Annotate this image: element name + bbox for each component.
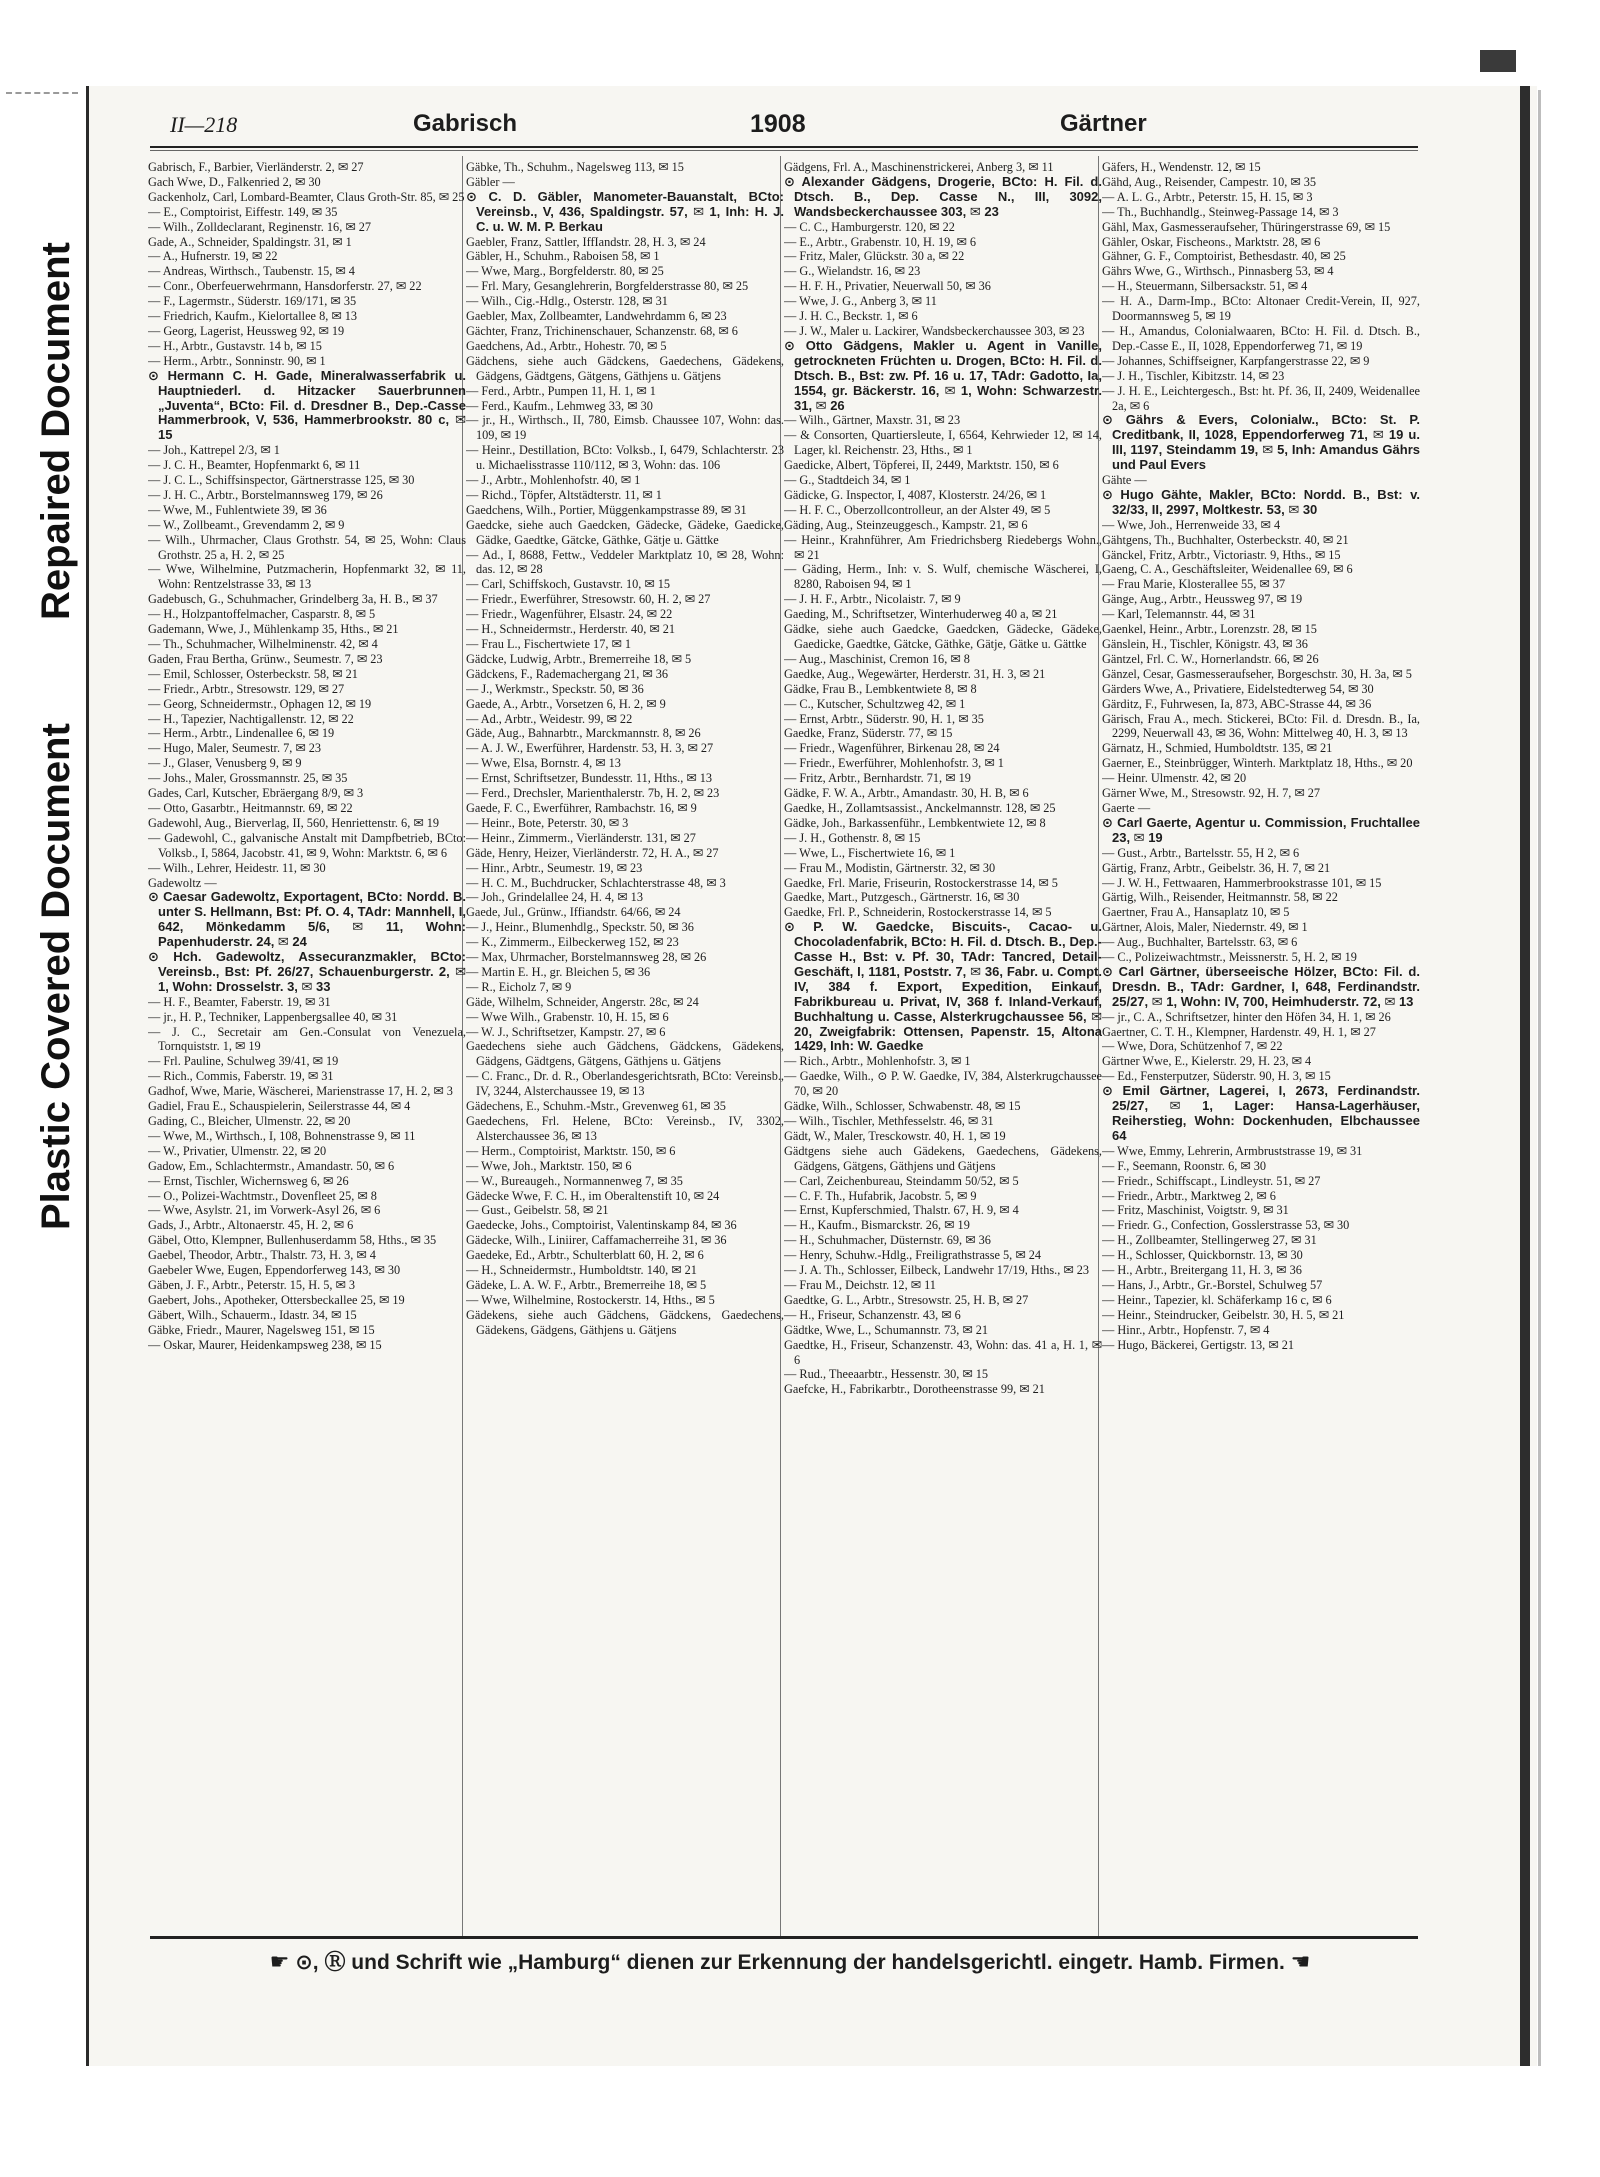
directory-entry: — C., Kutscher, Schultzweg 42, ✉ 1 xyxy=(784,696,966,711)
directory-entry: — Wwe, Elsa, Bornstr. 4, ✉ 13 xyxy=(466,756,621,771)
directory-entry: Gäbke, Th., Schuhm., Nagelsweg 113, ✉ 15 xyxy=(466,160,684,174)
header-last-name: Gärtner xyxy=(1060,110,1147,137)
directory-entry: — Wwe, J. G., Anberg 3, ✉ 11 xyxy=(784,294,937,309)
directory-entry: Gädecke Wwe, F. C. H., im Oberaltenstift 10, ✉ 24 xyxy=(466,1188,720,1203)
directory-entry: Gädke, Frau B., Lembkentwiete 8, ✉ 8 xyxy=(784,681,977,696)
directory-entry: Gänge, Aug., Arbtr., Heussweg 97, ✉ 19 xyxy=(1102,592,1303,607)
directory-entry: Gaerte — xyxy=(1102,800,1151,815)
directory-entry: — Wilh., Uhrmacher, Claus Grothstr. 54, ✉ 25, Wohn: Claus Grothstr. 25 a, H. 2, ✉ 25 xyxy=(148,532,466,562)
directory-entry: — Friedr., Wagenführer, Birkenau 28, ✉ 24 xyxy=(784,741,1000,756)
directory-entry: — & Consorten, Quartiersleute, I, 6564, Kehrwieder 12, ✉ 14, Lager, kl. Reichenstr. 23, Hths., ✉ 1 xyxy=(784,428,1102,458)
scan-dashed-line xyxy=(6,92,78,94)
footer-rule xyxy=(150,1936,1418,1939)
directory-entry: Gäfers, H., Wendenstr. 12, ✉ 15 xyxy=(1102,160,1261,174)
directory-entry: — Wwe, Joh., Marktstr. 150, ✉ 6 xyxy=(466,1158,632,1173)
directory-entry: Gaebler, Max, Zollbeamter, Landwehrdamm 6, ✉ 23 xyxy=(466,309,727,324)
directory-entry: Gänckel, Fritz, Arbtr., Victoriastr. 9, Hths., ✉ 15 xyxy=(1102,547,1341,562)
directory-entry: Gaedke, Frl. P., Schneiderin, Rostockerstrasse 14, ✉ 5 xyxy=(784,905,1052,920)
directory-entry: — H., Tapezier, Nachtigallenstr. 12, ✉ 22 xyxy=(148,711,354,726)
directory-entry: — jr., C. A., Schriftsetzer, hinter den Höfen 34, H. 1, ✉ 26 xyxy=(1102,1009,1391,1024)
directory-entry: — Wilh., Zolldeclarant, Reginenstr. 16, ✉ 27 xyxy=(148,219,372,234)
directory-entry: Gädke, Joh., Barkassenführ., Lembkentwiete 12, ✉ 8 xyxy=(784,815,1046,830)
directory-entry: — Wwe, Wilhelmine, Rostockerstr. 14, Hths., ✉ 5 xyxy=(466,1292,715,1307)
scan-border-bottom xyxy=(86,2066,1546,2177)
directory-entry: — J., Arbtr., Mohlenhofstr. 40, ✉ 1 xyxy=(466,473,641,488)
directory-entry: ⊙ Emil Gärtner, Lagerei, I, 2673, Ferdinandstr. 25/27, ✉ 1, Lager: Hansa-Lagerhäuser, Reiherstieg, Wohn: Dockenhuden, Elbchaussee 64 xyxy=(1102,1083,1420,1143)
directory-entry: — Wwe, L., Fischertwiete 16, ✉ 1 xyxy=(784,845,956,860)
directory-entry: — Friedr., Schiffscapt., Lindleystr. 51, ✉ 27 xyxy=(1102,1173,1321,1188)
directory-entry: Gädckens, F., Rademachergang 21, ✉ 36 xyxy=(466,666,669,681)
scan-edge-mark xyxy=(1480,50,1516,72)
directory-entry: Gaedcke, siehe auch Gaedcken, Gädecke, Gädeke, Gaedicke, Gädke, Gaedtke, Gätcke, Gäthke, Gätje u. Gättke xyxy=(466,517,784,547)
directory-entry: — Georg, Schneidermstr., Ophagen 12, ✉ 19 xyxy=(148,696,372,711)
directory-entry: — Frl. Pauline, Schulweg 39/41, ✉ 19 xyxy=(148,1054,339,1069)
directory-entry: — Hans, J., Arbtr., Gr.-Borstel, Schulweg 57 xyxy=(1102,1277,1323,1292)
directory-entry: — jr., H., Wirthsch., II, 780, Eimsb. Chaussee 107, Wohn: das. 109, ✉ 19 xyxy=(466,413,784,443)
directory-entry: — Hinr., Arbtr., Hopfenstr. 7, ✉ 4 xyxy=(1102,1322,1270,1337)
page-number: II—218 xyxy=(170,112,238,137)
directory-entry: — Henry, Schuhw.-Hdlg., Freiligrathstrasse 5, ✉ 24 xyxy=(784,1248,1041,1263)
directory-entry: — H. C. M., Buchdrucker, Schlachterstrasse 48, ✉ 3 xyxy=(466,875,726,890)
directory-entry: — Emil, Schlosser, Osterbeckstr. 58, ✉ 21 xyxy=(148,666,358,681)
directory-entry: Gäbler, H., Schuhm., Raboisen 58, ✉ 1 xyxy=(466,249,660,264)
directory-entry: Gäbel, Otto, Klempner, Bullenhuserdamm 58, Hths., ✉ 35 xyxy=(148,1233,437,1248)
directory-entry: — Th., Buchhandlg., Steinweg-Passage 14, ✉ 3 xyxy=(1102,204,1339,219)
directory-entry: Gädtgens siehe auch Gädekens, Gaedechens, Gädekens, Gädgens, Gätgens, Gäthjens und Gätjens xyxy=(784,1143,1102,1173)
page-footer xyxy=(165,1946,1415,1976)
directory-entry: Gaedtke, H., Friseur, Schanzenstr. 43, Wohn: das. 41 a, H. 1, ✉ 6 xyxy=(784,1337,1102,1367)
directory-entry: — Wilh., Gärtner, Maxstr. 31, ✉ 23 xyxy=(784,413,961,428)
directory-entry: Gärtner, Alois, Maler, Niedernstr. 49, ✉ 1 xyxy=(1102,920,1308,935)
directory-entry: — A. L. G., Arbtr., Peterstr. 15, H. 15, ✉ 3 xyxy=(1102,189,1313,204)
directory-entry: Gaeng, C. A., Geschäftsleiter, Weidenallee 69, ✉ 6 xyxy=(1102,562,1353,577)
directory-entry: ⊙ Hugo Gähte, Makler, BCto: Nordd. B., Bst: v. 32/33, II, 2997, Moltkestr. 53, ✉ 30 xyxy=(1102,486,1420,517)
directory-entry: — E., Comptoirist, Eiffestr. 149, ✉ 35 xyxy=(148,204,338,219)
directory-entry: — Ernst, Arbtr., Süderstr. 90, H. 1, ✉ 35 xyxy=(784,711,984,726)
directory-entry: — O., Polizei-Wachtmstr., Dovenfleet 25, ✉ 8 xyxy=(148,1188,377,1203)
directory-entry: — Ferd., Arbtr., Pumpen 11, H. 1, ✉ 1 xyxy=(466,383,656,398)
directory-entry: Gähler, Oskar, Fischeons., Marktstr. 28, ✉ 6 xyxy=(1102,234,1321,249)
directory-entry: Gaerner, E., Steinbrügger, Winterh. Marktplatz 18, Hths., ✉ 20 xyxy=(1102,756,1413,771)
directory-entry: — H., Kaufm., Bismarckstr. 26, ✉ 19 xyxy=(784,1218,970,1233)
directory-entry: — F., Lagermstr., Süderstr. 169/171, ✉ 35 xyxy=(148,294,357,309)
directory-entry: Gaedke, Aug., Wegewärter, Herderstr. 31, H. 3, ✉ 21 xyxy=(784,666,1046,681)
directory-entry: — Herm., Arbtr., Lindenallee 6, ✉ 19 xyxy=(148,726,335,741)
header-rule-thin xyxy=(150,150,1418,151)
directory-entry: Gäbler — xyxy=(466,174,515,189)
directory-entry: — W., Bureaugeh., Normannenweg 7, ✉ 35 xyxy=(466,1173,683,1188)
directory-entry: Gadewohl, Aug., Bierverlag, II, 560, Henriettenstr. 6, ✉ 19 xyxy=(148,815,440,830)
directory-entry: — A., Hufnerstr. 19, ✉ 22 xyxy=(148,249,278,264)
directory-entry: — G., Wielandstr. 16, ✉ 23 xyxy=(784,264,921,279)
directory-entry: — Fritz, Maler, Glückstr. 30 a, ✉ 22 xyxy=(784,249,965,264)
directory-entry: Gädtke, Wwe, L., Schumannstr. 73, ✉ 21 xyxy=(784,1322,989,1337)
directory-entry: — H., Friseur, Schanzenstr. 43, ✉ 6 xyxy=(784,1307,961,1322)
directory-entry: Gaede, Jul., Grünw., Iffiandstr. 64/66, ✉ 24 xyxy=(466,905,681,920)
directory-entry: Gaertner, C. T. H., Klempner, Hardenstr. 49, H. 1, ✉ 27 xyxy=(1102,1024,1376,1039)
directory-entry: — Ad., Arbtr., Weidestr. 99, ✉ 22 xyxy=(466,711,633,726)
directory-entry: ⊙ Gährs & Evers, Colonialw., BCto: St. P. Creditbank, II, 1028, Eppendorferweg 71, ✉ 19 u. III, 1197, Steindamm 19, ✉ 5, Inh: Amandus Gährs und Paul Evers xyxy=(1102,412,1420,473)
directory-entry: Gähner, G. F., Comptoirist, Bethesdastr. 40, ✉ 25 xyxy=(1102,249,1346,264)
directory-entry: — J., Glaser, Venusberg 9, ✉ 9 xyxy=(148,756,302,771)
page-binding-edge xyxy=(1520,86,1530,2076)
directory-entry: — Th., Schuhmacher, Wilhelminenstr. 42, ✉ 4 xyxy=(148,637,378,651)
directory-entry: — Heinr., Steindrucker, Geibelstr. 30, H. 5, ✉ 21 xyxy=(1102,1307,1345,1322)
directory-entry: Gadewoltz — xyxy=(148,875,217,890)
directory-entry: — J. H. E., Leichtergesch., Bst: ht. Pf. 36, II, 2409, Weidenallee 2a, ✉ 6 xyxy=(1102,383,1420,413)
directory-entry: — Karl, Telemannstr. 44, ✉ 31 xyxy=(1102,607,1256,622)
directory-entry: Gaedchens, Ad., Arbtr., Hohestr. 70, ✉ 5 xyxy=(466,338,667,353)
footer-note: ⊙, Ⓡ und Schrift wie „Hamburg“ dienen zur Erkennung der handelsgerichtl. eingetr. Hamb. Firmen. xyxy=(295,1951,1285,1974)
directory-entry: Gaedeke, Ed., Arbtr., Schulterblatt 60, H. 2, ✉ 6 xyxy=(466,1248,704,1263)
directory-entry: Gaedke, Mart., Putzgesch., Gärtnerstr. 16, ✉ 30 xyxy=(784,890,1020,905)
directory-entry: Gaedke, H., Zollamtsassist., Anckelmannstr. 128, ✉ 25 xyxy=(784,800,1056,815)
directory-entry: Gaertner, Frau A., Hansaplatz 10, ✉ 5 xyxy=(1102,905,1290,920)
directory-entry: Gademann, Wwe, J., Mühlenkamp 35, Hths., ✉ 21 xyxy=(148,622,399,637)
directory-entry: Gäbert, Wilh., Schauerm., Idastr. 34, ✉ 15 xyxy=(148,1307,357,1322)
directory-entry: — Herm., Arbtr., Sonninstr. 90, ✉ 1 xyxy=(148,353,326,368)
directory-entry: — H. A., Darm-Imp., BCto: Altonaer Credit-Verein, II, 927, Doormannsweg 5, ✉ 19 xyxy=(1102,294,1420,324)
directory-entry: — J. H., Tischler, Kibitzstr. 14, ✉ 23 xyxy=(1102,368,1285,383)
directory-entry: Gäben, J. F., Arbtr., Peterstr. 15, H. 5, ✉ 3 xyxy=(148,1277,356,1292)
directory-entry: Gähd, Aug., Reisender, Campestr. 10, ✉ 35 xyxy=(1102,174,1317,189)
directory-entry: — Otto, Gasarbtr., Heitmannstr. 69, ✉ 22 xyxy=(148,800,353,815)
directory-entry: — W. J., Schriftsetzer, Kampstr. 27, ✉ 6 xyxy=(466,1024,666,1039)
directory-entry: Gaedecke, Johs., Comptoirist, Valentinskamp 84, ✉ 36 xyxy=(466,1218,737,1233)
directory-entry: — Ferd., Kaufm., Lehmweg 33, ✉ 30 xyxy=(466,398,653,413)
directory-entry: Gaden, Frau Bertha, Grünw., Seumestr. 7, ✉ 23 xyxy=(148,651,383,666)
directory-entry: Gädeke, L. A. W. F., Arbtr., Bremerreihe 18, ✉ 5 xyxy=(466,1277,707,1292)
pointing-hand-icon: ☛ xyxy=(269,1949,290,1974)
directory-entry: — W., Privatier, Ulmenstr. 22, ✉ 20 xyxy=(148,1143,327,1158)
directory-entry: Gaeding, M., Schriftsetzer, Winterhuderweg 40 a, ✉ 21 xyxy=(784,607,1058,622)
directory-entry: — Richd., Töpfer, Altstädterstr. 11, ✉ 1 xyxy=(466,487,662,502)
directory-entry: ⊙ P. W. Gaedcke, Biscuits-, Cacao- u. Chocoladenfabrik, BCto: H. Fil. d. Dtsch. B., Dep.-Casse H., Bst: v. Pf. 30, TAdr: Tancred, Detail-Geschäft, I, 1181, Poststr. 7, ✉ 36, Fabr. u. Compt. IV, 384 f. Export, Expedition, Einkauf, Fabrikbureau u. Privat, IV, 368 f. Inland-Verkauf, Buchhaltung u. Casse, Alsterkrugchaussee 56, ✉ 20, Zweigfabrik: Ottensen, Papenstr. 15, Altona 1429, Inh: W. Gaedke xyxy=(784,919,1102,1054)
directory-entry: — J. C., Secretair am Gen.-Consulat von Venezuela, Tornquiststr. 1, ✉ 19 xyxy=(148,1024,466,1054)
directory-entry: — H., Arbtr., Gustavstr. 14 b, ✉ 15 xyxy=(148,338,322,353)
directory-entry: — jr., H. P., Techniker, Lappenbergsallee 40, ✉ 31 xyxy=(148,1009,398,1024)
directory-entry: — J. W. H., Fettwaaren, Hammerbrookstrasse 101, ✉ 15 xyxy=(1102,875,1382,890)
directory-entry: Gärtner Wwe, E., Kielerstr. 29, H. 23, ✉ 4 xyxy=(1102,1054,1312,1069)
directory-entry: — C., Polizeiwachtmstr., Meissnerstr. 5, H. 2, ✉ 19 xyxy=(1102,950,1357,965)
repaired-document-label: Repaired Document xyxy=(34,242,78,620)
directory-entry: — H. F. C., Oberzollcontrolleur, an der Alster 49, ✉ 5 xyxy=(784,502,1051,517)
directory-entry: ⊙ C. D. Gäbler, Manometer-Bauanstalt, BCto: Vereinsb., V, 436, Spaldingstr. 57, ✉ 1, Inh: H. J. C. u. W. M. P. Berkau xyxy=(466,188,784,234)
directory-entry: Gärtig, Wilh., Reisender, Heitmannstr. 58, ✉ 22 xyxy=(1102,890,1338,905)
directory-entry: — H., Schneidermstr., Herderstr. 40, ✉ 21 xyxy=(466,622,676,637)
directory-entry: ⊙ Alexander Gädgens, Drogerie, BCto: H. Fil. d. Dtsch. B., Dep. Casse N., III, 3092, Wandsbeckerchaussee 303, ✉ 23 xyxy=(784,173,1102,219)
directory-entry: — Ad., I, 8688, Fettw., Veddeler Marktplatz 10, ✉ 28, Wohn: das. 12, ✉ 28 xyxy=(466,547,784,577)
directory-entry: — Ernst, Schriftsetzer, Bundesstr. 11, Hths., ✉ 13 xyxy=(466,771,713,786)
directory-entry: — Friedrich, Kaufm., Kielortallee 8, ✉ 13 xyxy=(148,309,358,324)
pointing-hand-icon: ☚ xyxy=(1290,1949,1311,1974)
directory-entry: Gaebeler Wwe, Eugen, Eppendorferweg 143, ✉ 30 xyxy=(148,1263,401,1278)
directory-entry: — G., Stadtdeich 34, ✉ 1 xyxy=(784,473,911,488)
directory-entry: Gading, C., Bleicher, Ulmenstr. 22, ✉ 20 xyxy=(148,1114,351,1128)
directory-entry: — Wwe, Dora, Schützenhof 7, ✉ 22 xyxy=(1102,1039,1283,1054)
directory-entry: Gäde, Henry, Heizer, Vierländerstr. 72, H. A., ✉ 27 xyxy=(466,845,719,860)
directory-entry: — C. Franc., Dr. d. R., Oberlandesgerichtsrath, BCto: Vereinsb., IV, 3244, Alsterchaussee 19, ✉ 13 xyxy=(466,1069,784,1099)
header-year: 1908 xyxy=(750,110,806,138)
directory-entry: — J., Werkmstr., Speckstr. 50, ✉ 36 xyxy=(466,681,644,696)
directory-entry: — Friedr., Ewerführer, Stresowstr. 60, H. 2, ✉ 27 xyxy=(466,592,711,607)
directory-entry: Gädicke, G. Inspector, I, 4087, Klosterstr. 24/26, ✉ 1 xyxy=(784,487,1047,502)
directory-entry: ⊙ Hermann C. H. Gade, Mineralwasserfabrik u. Hauptniederl. d. Hitzacker Sauerbrunnen „Juventa“, BCto: Fil. d. Dresdner B., Dep.-Casse Hammerbrook, V, 536, Hammerbrookstr. 80 c, ✉ 15 xyxy=(148,367,466,443)
directory-entry: — Joh., Kattrepel 2/3, ✉ 1 xyxy=(148,443,280,458)
directory-entry: Gaede, A., Arbtr., Vorsetzen 6, H. 2, ✉ 9 xyxy=(466,696,666,711)
directory-entry: Gadebusch, G., Schuhmacher, Grindelberg 3a, H. B., ✉ 37 xyxy=(148,592,438,607)
directory-entry: — Gust., Geibelstr. 58, ✉ 21 xyxy=(466,1203,609,1218)
directory-entry: Gärnatz, H., Schmied, Humboldtstr. 135, ✉ 21 xyxy=(1102,741,1333,756)
directory-entry: Gaedicke, Albert, Töpferei, II, 2449, Marktstr. 150, ✉ 6 xyxy=(784,458,1059,473)
directory-entry: — Heinr., Zimmerm., Vierländerstr. 131, ✉ 27 xyxy=(466,830,696,845)
directory-entry: Gaenkel, Heinr., Arbtr., Lorenzstr. 28, ✉ 15 xyxy=(1102,622,1317,637)
directory-entry: — Gäding, Herm., Inh: v. S. Wulf, chemische Wäscherei, I, 8280, Raboisen 94, ✉ 1 xyxy=(784,562,1102,592)
directory-entry: — Max, Uhrmacher, Borstelmannsweg 28, ✉ 26 xyxy=(466,950,707,965)
directory-entry: Gadhof, Wwe, Marie, Wäscherei, Marienstrasse 17, H. 2, ✉ 3 xyxy=(148,1084,453,1099)
directory-entry: — Frau M., Deichstr. 12, ✉ 11 xyxy=(784,1277,936,1292)
directory-entry: — Wwe, Wilhelmine, Putzmacherin, Hopfenmarkt 32, ✉ 11, Wohn: Rentzelstrasse 33, ✉ 13 xyxy=(148,562,466,592)
directory-entry: — J. H. F., Arbtr., Nicolaistr. 7, ✉ 9 xyxy=(784,592,961,607)
directory-entry: — Rud., Theeaarbtr., Hessenstr. 30, ✉ 15 xyxy=(784,1367,989,1382)
directory-entry: — F., Seemann, Roonstr. 6, ✉ 30 xyxy=(1102,1158,1267,1173)
directory-entry: — Gadewohl, C., galvanische Anstalt mit Dampfbetrieb, BCto: Volksb., I, 5864, Jacobstr. 41, ✉ 9, Wohn: Marktstr. 6, ✉ 6 xyxy=(148,830,466,860)
directory-entry: Gaedke, Franz, Süderstr. 77, ✉ 15 xyxy=(784,726,953,741)
directory-entry: — K., Zimmerm., Eilbeckerweg 152, ✉ 23 xyxy=(466,935,679,950)
directory-entry: Gaedtke, G. L., Arbtr., Stresowstr. 25, H. B, ✉ 27 xyxy=(784,1292,1029,1307)
directory-entry: — C. C., Hamburgerstr. 120, ✉ 22 xyxy=(784,219,955,234)
directory-entry: Gänzel, Cesar, Gasmesseraufseher, Borgeschstr. 30, H. 3a, ✉ 5 xyxy=(1102,666,1412,681)
directory-entry: Gährs Wwe, G., Wirthsch., Pinnasberg 53, ✉ 4 xyxy=(1102,264,1334,279)
directory-entry: Gabrisch, F., Barbier, Vierländerstr. 2, ✉ 27 xyxy=(148,160,364,174)
directory-entry: — Friedr. G., Confection, Gosslerstrasse 53, ✉ 30 xyxy=(1102,1218,1350,1233)
directory-entry: — H., Zollbeamter, Stellingerweg 27, ✉ 31 xyxy=(1102,1233,1317,1248)
directory-entry: Gädechens, E., Schuhm.-Mstr., Grevenweg 61, ✉ 35 xyxy=(466,1099,726,1114)
directory-entry: — Wilh., Cig.-Hdlg., Osterstr. 128, ✉ 31 xyxy=(466,294,668,309)
directory-entry: — Frau L., Fischertwiete 17, ✉ 1 xyxy=(466,637,632,651)
directory-entry: — Johannes, Schiffseigner, Karpfangerstrasse 22, ✉ 9 xyxy=(1102,353,1370,368)
directory-entry: — J. C. L., Schiffsinspector, Gärtnerstrasse 125, ✉ 30 xyxy=(148,473,415,488)
directory-column-3 xyxy=(784,160,1102,1930)
directory-entry: Gades, Carl, Kutscher, Ebräergang 8/9, ✉ 3 xyxy=(148,786,364,801)
directory-entry: Gäntzel, Frl. C. W., Hornerlandstr. 66, ✉ 26 xyxy=(1102,651,1319,666)
directory-entry: — Aug., Buchhalter, Bartelsstr. 63, ✉ 6 xyxy=(1102,935,1298,950)
directory-entry: — Gust., Arbtr., Bartelsstr. 55, H 2, ✉ 6 xyxy=(1102,845,1300,860)
directory-entry: — J. A. Th., Schlosser, Eilbeck, Landwehr 17/19, Hths., ✉ 23 xyxy=(784,1263,1090,1278)
directory-entry: — H., Schneidermstr., Humboldtstr. 140, ✉ 21 xyxy=(466,1263,697,1278)
directory-entry: Gackenholz, Carl, Lombard-Beamter, Claus Groth-Str. 85, ✉ 25 xyxy=(148,189,465,204)
directory-entry: — Heinr., Bote, Peterstr. 30, ✉ 3 xyxy=(466,815,629,830)
directory-entry: — Friedr., Arbtr., Stresowstr. 129, ✉ 27 xyxy=(148,681,345,696)
directory-entry: Gadow, Em., Schlachtermstr., Amandastr. 50, ✉ 6 xyxy=(148,1158,395,1173)
directory-entry: — Frl. Mary, Gesanglehrerin, Borgfelderstrasse 80, ✉ 25 xyxy=(466,279,749,294)
directory-entry: Gaedke, Frl. Marie, Friseurin, Rostockerstrasse 14, ✉ 5 xyxy=(784,875,1058,890)
page-edge-line xyxy=(1538,90,1541,2070)
page-header xyxy=(170,112,1420,142)
directory-entry: — H., Holzpantoffelmacher, Casparstr. 8, ✉ 5 xyxy=(148,607,376,622)
directory-entry: — Rich., Arbtr., Mohlenhofstr. 3, ✉ 1 xyxy=(784,1054,971,1069)
directory-entry: — Oskar, Maurer, Heidenkampsweg 238, ✉ 15 xyxy=(148,1337,382,1352)
directory-entry: Gähtgens, Th., Buchhalter, Osterbeckstr. 40, ✉ 21 xyxy=(1102,532,1349,547)
directory-entry: Gaedechens siehe auch Gädchens, Gädckens, Gädekens, Gädgens, Gädtgens, Gätgens, Gäthjens u. Gätjens xyxy=(466,1039,784,1069)
scan-border-top xyxy=(0,0,1600,46)
directory-entry: — Martin E. H., gr. Bleichen 5, ✉ 36 xyxy=(466,964,651,979)
directory-entry: — Herm., Comptoirist, Marktstr. 150, ✉ 6 xyxy=(466,1143,676,1158)
directory-entry: — Friedr., Arbtr., Marktweg 2, ✉ 6 xyxy=(1102,1188,1276,1203)
directory-entry: Gädke, Wilh., Schlosser, Schwabenstr. 48, ✉ 15 xyxy=(784,1099,1021,1114)
directory-entry: Gaebler, Franz, Sattler, IffIandstr. 28, H. 3, ✉ 24 xyxy=(466,234,706,249)
directory-entry: Gähl, Max, Gasmesseraufseher, Thüringerstrasse 69, ✉ 15 xyxy=(1102,219,1391,234)
directory-entry: Gädgens, Frl. A., Maschinenstrickerei, Anberg 3, ✉ 11 xyxy=(784,160,1054,174)
directory-entry: — Wwe, Emmy, Lehrerin, Armbruststrasse 19, ✉ 31 xyxy=(1102,1143,1363,1158)
directory-entry: — H., Schuhmacher, Düsternstr. 69, ✉ 36 xyxy=(784,1233,991,1248)
directory-entry: Gärner Wwe, M., Stresowstr. 92, H. 7, ✉ 27 xyxy=(1102,786,1321,801)
directory-entry: — Wwe, M., Wirthsch., I, 108, Bohnenstrasse 9, ✉ 11 xyxy=(148,1128,416,1143)
directory-entry: — J. H., Gothenstr. 8, ✉ 15 xyxy=(784,830,921,845)
directory-entry: — H., Arbtr., Breitergang 11, H. 3, ✉ 36 xyxy=(1102,1263,1302,1278)
directory-entry: Gäde, Wilhelm, Schneider, Angerstr. 28c, ✉ 24 xyxy=(466,994,699,1009)
directory-entry: — Ernst, Tischler, Wichernsweg 6, ✉ 26 xyxy=(148,1173,349,1188)
directory-entry: Gaebel, Theodor, Arbtr., Thalstr. 73, H. 3, ✉ 4 xyxy=(148,1248,376,1263)
directory-entry: ⊙ Otto Gädgens, Makler u. Agent in Vanille, getrockneten Früchten u. Drogen, BCto: H. Fil. d. Dtsch. B., Bst: zw. Pf. 16 u. 17, TAdr: Gadotto, Ia, 1554, gr. Bäckerstr. 16, ✉ 1, Wohn: Schwarzestr. 31, ✉ 26 xyxy=(784,337,1102,413)
directory-entry: — Frau Marie, Klosterallee 55, ✉ 37 xyxy=(1102,577,1286,592)
directory-entry: Gäbke, Friedr., Maurer, Nagelsweg 151, ✉ 15 xyxy=(148,1322,375,1337)
directory-entry: — Hugo, Bäckerei, Gertigstr. 13, ✉ 21 xyxy=(1102,1337,1294,1352)
directory-entry: — Heinr. Ulmenstr. 42, ✉ 20 xyxy=(1102,771,1247,786)
directory-entry: — R., Eicholz 7, ✉ 9 xyxy=(466,979,572,994)
directory-entry: — Wwe Wilh., Grabenstr. 10, H. 15, ✉ 6 xyxy=(466,1009,669,1024)
directory-entry: Gädcke, Ludwig, Arbtr., Bremerreihe 18, ✉ 5 xyxy=(466,651,692,666)
directory-entry: — Heinr., Krahnführer, Am Friedrichsberg Riedebergs Wohn., ✉ 21 xyxy=(784,532,1102,562)
directory-entry: — Georg, Lagerist, Heussweg 92, ✉ 19 xyxy=(148,323,345,338)
header-first-name: Gabrisch xyxy=(413,110,518,137)
directory-entry: — Andreas, Wirthsch., Taubenstr. 15, ✉ 4 xyxy=(148,264,355,279)
directory-entry: Gaede, F. C., Ewerführer, Rambachstr. 16, ✉ 9 xyxy=(466,800,697,815)
directory-entry: ⊙ Carl Gaerte, Agentur u. Commission, Fruchtallee 23, ✉ 19 xyxy=(1102,814,1420,845)
directory-entry: — Rich., Commis, Faberstr. 19, ✉ 31 xyxy=(148,1069,334,1084)
directory-entry: Gädekens, siehe auch Gädchens, Gädckens, Gaedechens, Gädekens, Gädgens, Gäthjens u. Gätjens xyxy=(466,1307,784,1337)
directory-entry: — H., Amandus, Colonialwaaren, BCto: H. Fil. d. Dtsch. B., Dep.-Casse E., II, 1028, Eppendorferweg 71, ✉ 19 xyxy=(1102,323,1420,353)
directory-entry: Gaedechens, Frl. Helene, BCto: Vereinsb., IV, 3302, Alsterchaussee 36, ✉ 13 xyxy=(466,1114,784,1143)
directory-entry: — Friedr., Wagenführer, Elsastr. 24, ✉ 22 xyxy=(466,607,673,622)
directory-entry: — H., Steuermann, Silbersackstr. 51, ✉ 4 xyxy=(1102,279,1308,294)
directory-entry: — Ernst, Kupferschmied, Thalstr. 67, H. 9, ✉ 4 xyxy=(784,1203,1019,1218)
directory-entry: Gaebert, Johs., Apotheker, Ottersbeckallee 25, ✉ 19 xyxy=(148,1292,405,1307)
directory-entry: Gade, A., Schneider, Spaldingstr. 31, ✉ 1 xyxy=(148,234,352,249)
directory-entry: — Joh., Grindelallee 24, H. 4, ✉ 13 xyxy=(466,890,643,905)
directory-entry: — Wwe, Marg., Borgfelderstr. 80, ✉ 25 xyxy=(466,264,664,279)
directory-entry: Gadiel, Frau E., Schauspielerin, Seilerstrasse 44, ✉ 4 xyxy=(148,1099,411,1114)
directory-entry: Gärtig, Franz, Arbtr., Geibelstr. 36, H. 7, ✉ 21 xyxy=(1102,860,1331,875)
directory-column-1 xyxy=(148,160,466,1930)
directory-entry: — H., Schlosser, Quickbornstr. 13, ✉ 30 xyxy=(1102,1248,1303,1263)
directory-entry: — Wilh., Lehrer, Heidestr. 11, ✉ 30 xyxy=(148,860,326,875)
directory-entry: — Heinr., Destillation, BCto: Volksb., I, 6479, Schlachterstr. 23 u. Michaelisstrasse 110/112, ✉ 3, Wohn: das. 106 xyxy=(466,443,784,473)
directory-entry: — Ed., Fensterputzer, Süderstr. 90, H. 3, ✉ 15 xyxy=(1102,1069,1331,1084)
directory-entry: — J. H. C., Arbtr., Borstelmannsweg 179, ✉ 26 xyxy=(148,487,383,502)
directory-entry: Gähte — xyxy=(1102,473,1147,488)
directory-entry: Gäding, Aug., Steinzeuggesch., Kampstr. 21, ✉ 6 xyxy=(784,517,1028,532)
directory-entry: — H. F. H., Privatier, Neuerwall 50, ✉ 36 xyxy=(784,279,991,294)
directory-entry: — Hinr., Arbtr., Seumestr. 19, ✉ 23 xyxy=(466,860,643,875)
directory-entry: — W., Zollbeamt., Grevendamm 2, ✉ 9 xyxy=(148,517,345,532)
directory-entry: — Wilh., Tischler, Methfesselstr. 46, ✉ 31 xyxy=(784,1114,994,1128)
directory-entry: — J. H. C., Beckstr. 1, ✉ 6 xyxy=(784,309,918,324)
directory-entry: — J. C. H., Beamter, Hopfenmarkt 6, ✉ 11 xyxy=(148,458,361,473)
directory-entry: — H. F., Beamter, Faberstr. 19, ✉ 31 xyxy=(148,994,331,1009)
directory-entry: — Ferd., Drechsler, Marienthalerstr. 7b, H. 2, ✉ 23 xyxy=(466,786,720,801)
directory-entry: Gädt, W., Maler, Tresckowstr. 40, H. 1, ✉ 19 xyxy=(784,1128,1006,1143)
plastic-covered-document-label: Plastic Covered Document xyxy=(34,723,78,1230)
directory-entry: — Wwe, Joh., Herrenweide 33, ✉ 4 xyxy=(1102,517,1281,532)
directory-entry: Gärders Wwe, A., Privatiere, Eidelstedterweg 54, ✉ 30 xyxy=(1102,681,1374,696)
directory-column-4 xyxy=(1102,160,1420,1930)
directory-entry: — J. W., Maler u. Lackirer, Wandsbeckerchaussee 303, ✉ 23 xyxy=(784,323,1085,338)
directory-entry: — Hugo, Maler, Seumestr. 7, ✉ 23 xyxy=(148,741,322,756)
directory-entry: — Johs., Maler, Grossmannstr. 25, ✉ 35 xyxy=(148,771,348,786)
directory-entry: — Fritz, Arbtr., Bernhardstr. 71, ✉ 19 xyxy=(784,771,971,786)
directory-entry: — Frau M., Modistin, Gärtnerstr. 32, ✉ 30 xyxy=(784,860,996,875)
directory-entry: — Wwe, M., Fuhlentwiete 39, ✉ 36 xyxy=(148,502,327,517)
directory-entry: Gaefcke, H., Fabrikarbtr., Dorotheenstrasse 99, ✉ 21 xyxy=(784,1382,1045,1397)
directory-entry: — Carl, Schiffskoch, Gustavstr. 10, ✉ 15 xyxy=(466,577,671,592)
directory-entry: — Fritz, Maschinist, Voigtstr. 9, ✉ 31 xyxy=(1102,1203,1289,1218)
header-rule xyxy=(150,146,1418,148)
directory-entry: Gads, J., Arbtr., Altonaerstr. 45, H. 2, ✉ 6 xyxy=(148,1218,354,1233)
directory-entry: — Conr., Oberfeuerwehrmann, Hansdorferstr. 27, ✉ 22 xyxy=(148,279,422,294)
directory-entry: Gänslein, H., Tischler, Königstr. 43, ✉ 36 xyxy=(1102,637,1308,651)
directory-entry: ⊙ Carl Gärtner, überseeische Hölzer, BCto: Fil. d. Dresdn. B., TAdr: Gardner, I, 648, Ferdinandstr. 25/27, ✉ 1, Wohn: IV, 700, Heimhuderstr. 72, ✉ 13 xyxy=(1102,963,1420,1009)
directory-entry: Gärisch, Frau A., mech. Stickerei, BCto: Fil. d. Dresdn. B., Ia, 2299, Neuerwall 43, ✉ 36, Wohn: Mittelweg 40, H. 3, ✉ 13 xyxy=(1102,711,1420,741)
directory-entry: Gärditz, F., Fuhrwesen, Ia, 873, ABC-Strasse 44, ✉ 36 xyxy=(1102,696,1372,711)
directory-entry: Gädke, F. W. A., Arbtr., Amandastr. 30, H. B, ✉ 6 xyxy=(784,786,1029,801)
directory-entry: — Wwe, Asylstr. 21, im Vorwerk-Asyl 26, ✉ 6 xyxy=(148,1203,381,1218)
directory-entry: — E., Arbtr., Grabenstr. 10, H. 19, ✉ 6 xyxy=(784,234,977,249)
directory-entry: — A. J. W., Ewerführer, Hardenstr. 53, H. 3, ✉ 27 xyxy=(466,741,714,756)
directory-entry: ⊙ Hch. Gadewoltz, Assecuranzmakler, BCto: Vereinsb., Bst: Pf. 26/27, Schauenburgerstr. 2, ✉ 1, Wohn: Drosselstr. 3, ✉ 33 xyxy=(148,949,466,994)
directory-entry: Gäde, Aug., Bahnarbtr., Marckmannstr. 8, ✉ 26 xyxy=(466,726,701,741)
directory-entry: Gädchens, siehe auch Gädckens, Gaedechens, Gädekens, Gädgens, Gädtgens, Gätgens, Gäthjens u. Gätjens xyxy=(466,353,784,383)
directory-entry: — Heinr., Tapezier, kl. Schäferkamp 16 c, ✉ 6 xyxy=(1102,1292,1332,1307)
directory-entry: — Gaedke, Wilh., ⊙ P. W. Gaedke, IV, 384, Alsterkrugchaussee 70, ✉ 20 xyxy=(784,1069,1102,1099)
directory-entry: — C. F. Th., Hufabrik, Jacobstr. 5, ✉ 9 xyxy=(784,1188,977,1203)
directory-entry: — Carl, Zeichenbureau, Steindamm 50/52, ✉ 5 xyxy=(784,1173,1019,1188)
directory-entry: — Aug., Maschinist, Cremon 16, ✉ 8 xyxy=(784,651,970,666)
directory-entry: Gach Wwe, D., Falkenried 2, ✉ 30 xyxy=(148,174,321,189)
directory-entry: ⊙ Caesar Gadewoltz, Exportagent, BCto: Nordd. B. unter S. Hellmann, Bst: Pf. O. 4, TAdr: Mannhell, I, 642, Mönkedamm 5/6, ✉ 11, Wohn: Papenhuderstr. 24, ✉ 24 xyxy=(148,889,466,950)
directory-entry: Gaedchens, Wilh., Portier, Müggenkampstrasse 89, ✉ 31 xyxy=(466,502,747,517)
directory-entry: — J., Heinr., Blumenhdlg., Speckstr. 50, ✉ 36 xyxy=(466,920,694,935)
directory-entry: Gädecke, Wilh., Liniirer, Caffamacherreihe 31, ✉ 36 xyxy=(466,1233,727,1248)
directory-entry: — Friedr., Ewerführer, Mohlenhofstr. 3, ✉ 1 xyxy=(784,756,1004,771)
directory-entry: Gädke, siehe auch Gaedcke, Gaedcken, Gädecke, Gädeke, Gaedicke, Gaedtke, Gätcke, Gäthke, Gätje, Gätke u. Gättke xyxy=(784,622,1102,651)
directory-entry: Gächter, Franz, Trichinenschauer, Schanzenstr. 68, ✉ 6 xyxy=(466,323,738,338)
directory-column-2 xyxy=(466,160,784,1930)
